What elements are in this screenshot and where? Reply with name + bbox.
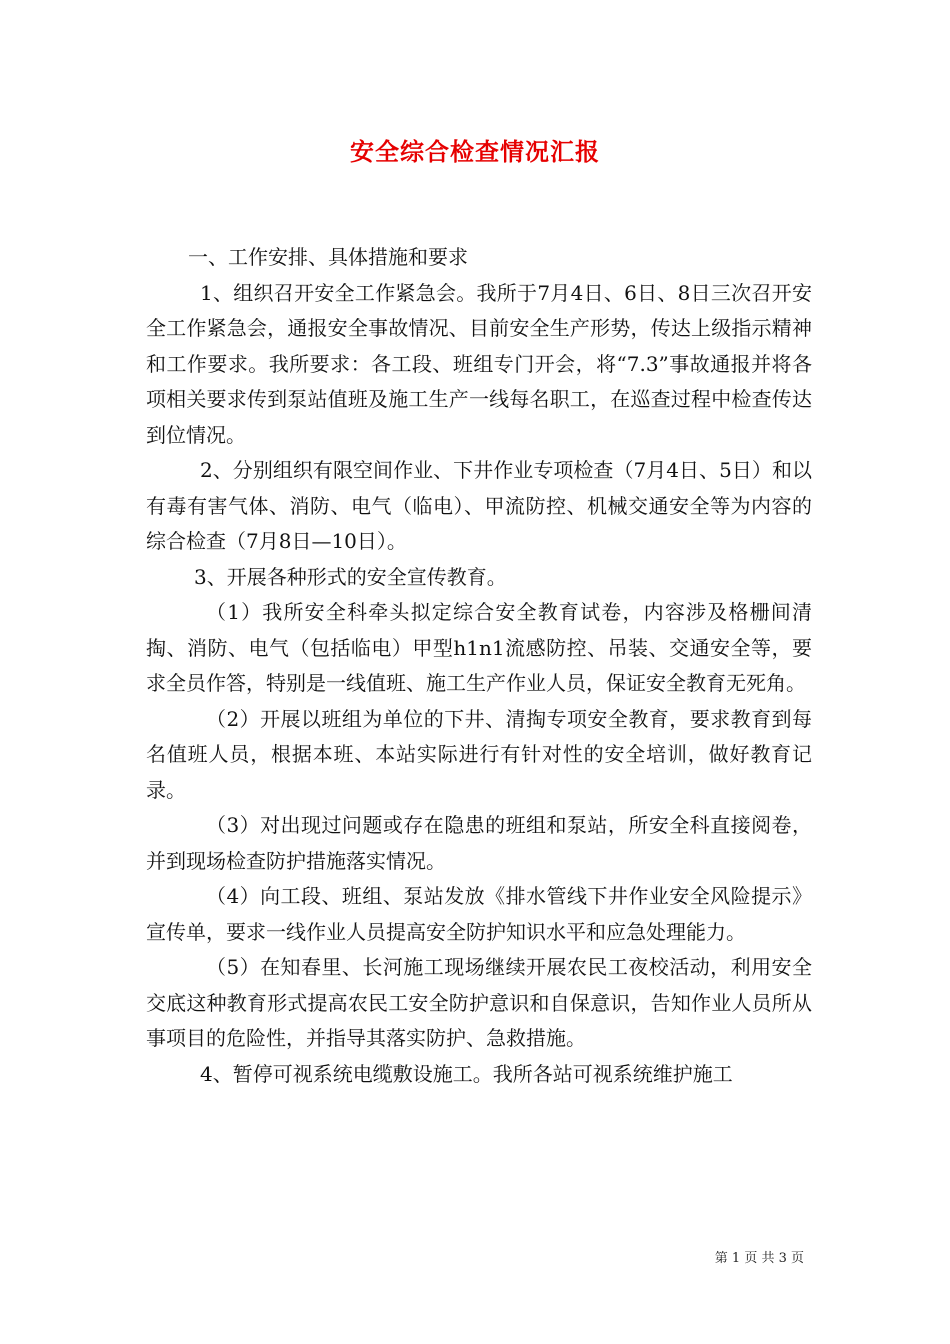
paragraph-sub-2: （2）开展以班组为单位的下井、清掏专项安全教育，要求教育到每名值班人员，根据本班、本站实际进行有针对性的安全培训，做好教育记录。: [146, 706, 812, 802]
section-heading-1: 一、工作安排、具体措施和要求: [188, 245, 468, 269]
page-number: 第 1 页 共 3 页: [714, 1251, 804, 1266]
paragraph-item-4: 4、暂停可视系统电缆敷设施工。我所各站可视系统维护施工: [200, 1061, 733, 1086]
document-body: [146, 240, 812, 1092]
paragraph-sub-4: （4）向工段、班组、泵站发放《排水管线下井作业安全风险提示》宣传单，要求一线作业人员提高安全防护知识水平和应急处理能力。: [146, 884, 812, 944]
paragraph-sub-5: （5）在知春里、长河施工现场继续开展农民工夜校活动，利用安全交底这种教育形式提高农民工安全防护意识和自保意识，告知作业人员所从事项目的危险性，并指导其落实防护、急救措施。: [146, 955, 812, 1050]
paragraph-sub-1: （1）我所安全科牵头拟定综合安全教育试卷，内容涉及格栅间清掏、消防、电气（包括临电）甲型h1n1流感防控、吊装、交通安全等，要求全员作答，特别是一线值班、施工生产作业人员，保证安全教育无死角。: [146, 600, 812, 695]
paragraph-item-3: 3、开展各种形式的安全宣传教育。: [194, 564, 507, 589]
paragraph-item-2: 2、分别组织有限空间作业、下井作业专项检查（7月4日、5日）和以有毒有害气体、消防、电气（临电）、甲流防控、机械交通安全等为内容的综合检查（7月8日—10日）。: [146, 458, 812, 553]
paragraph-sub-3: （3）对出现过问题或存在隐患的班组和泵站，所安全科直接阅卷，并到现场检查防护措施落实情况。: [146, 813, 812, 873]
paragraph-item-1: 1、组织召开安全工作紧急会。我所于7月4日、6日、8日三次召开安全工作紧急会，通报安全事故情况、目前安全生产形势，传达上级指示精神和工作要求。我所要求：各工段、班组专门开会，将“7.3”事故通报并将各项相关要求传到泵站值班及施工生产一线每名职工，在巡查过程中检查传达到位情况。: [146, 280, 812, 447]
document-title: 安全综合检查情况汇报: [350, 137, 600, 166]
